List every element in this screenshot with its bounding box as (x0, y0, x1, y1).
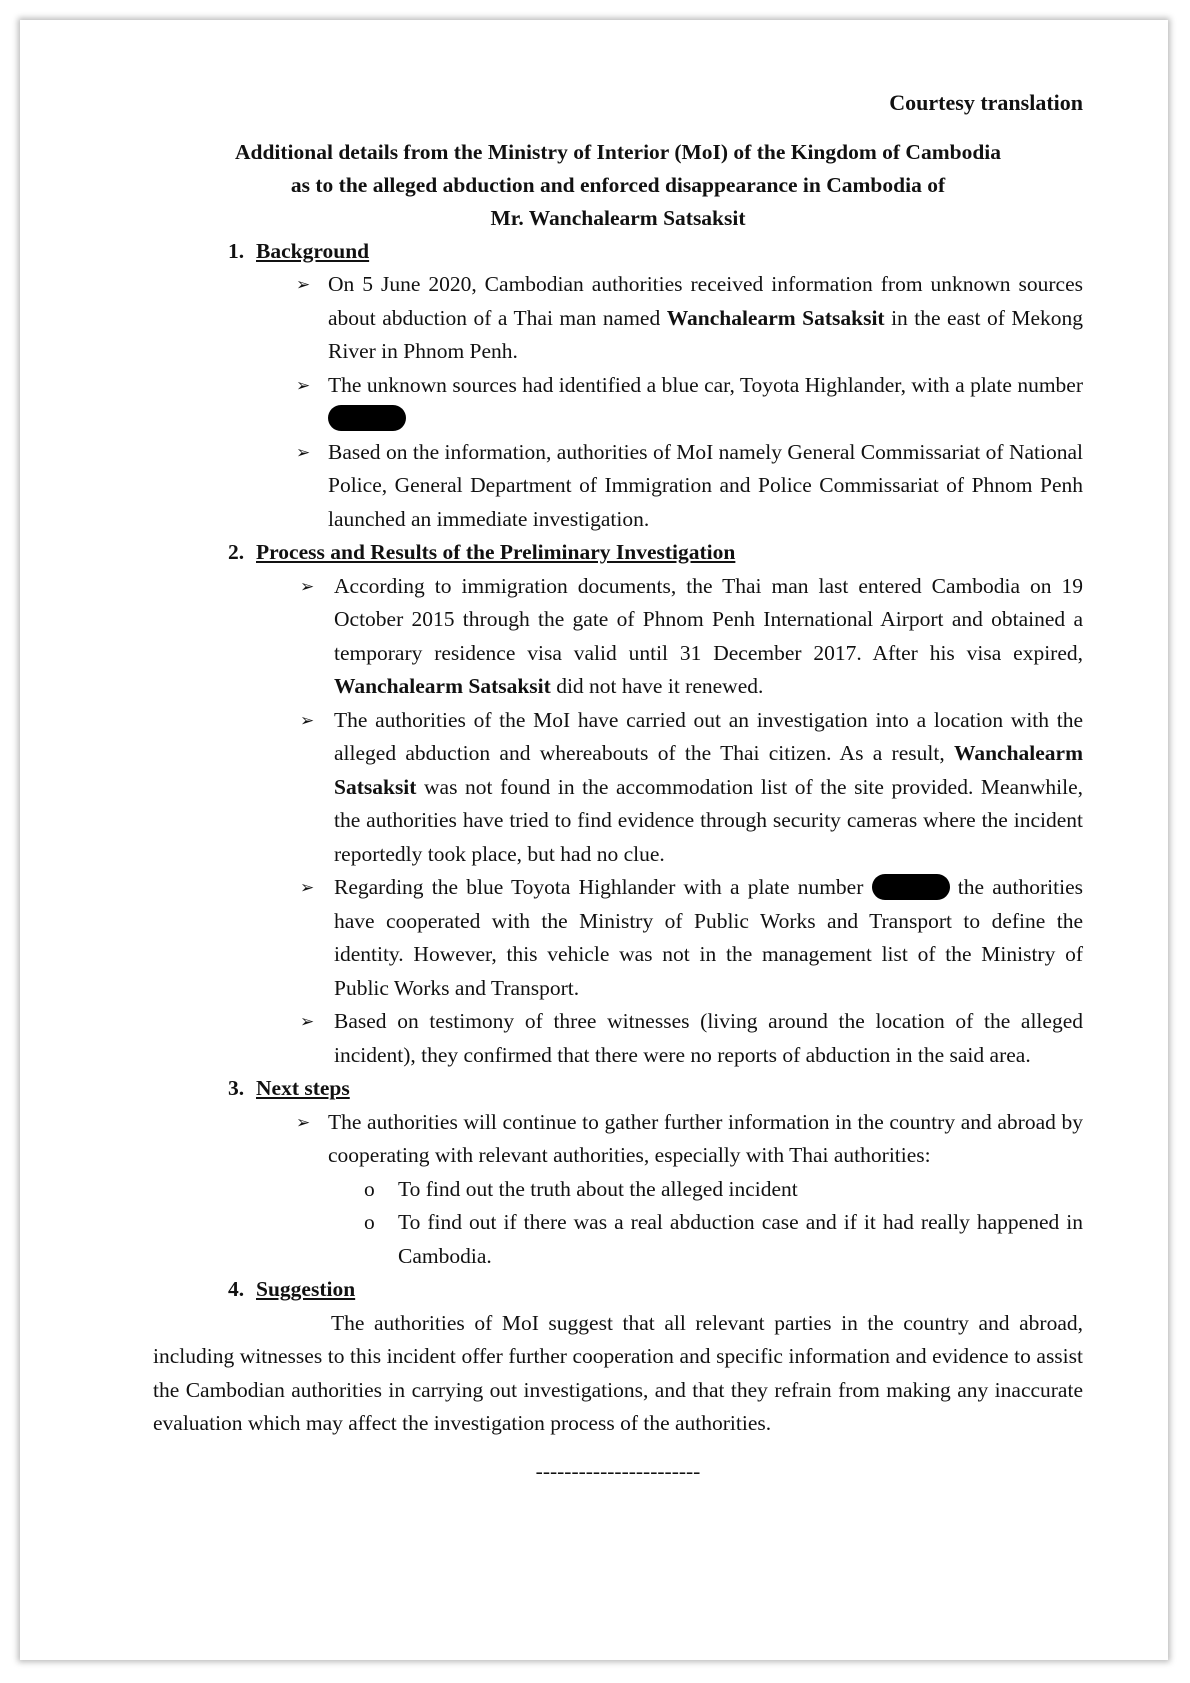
sub-bullet-text: To find out if there was a real abduction case and if it had really happened in Cambodia. (398, 1210, 1083, 1268)
title-line-3: Mr. Wanchalearm Satsaksit (490, 205, 746, 230)
document-page (20, 20, 1168, 1660)
person-name: Wanchalearm Satsaksit (666, 305, 885, 330)
document-title (153, 136, 1083, 235)
end-rule: ----------------------- (535, 1458, 701, 1483)
bullet-item (300, 704, 1083, 872)
section-title: Next steps (256, 1076, 350, 1100)
bullet-item (296, 436, 1083, 537)
sub-bullet-item (364, 1173, 1083, 1207)
bullet-item (296, 1106, 1083, 1173)
section-title: Process and Results of the Preliminary Investigation (256, 540, 736, 564)
suggestion-paragraph: The authorities of MoI suggest that all relevant parties in the country and abroad, including witnesses to this incident offer further cooperation and specific information and evidence to assist the Cambodian authorities in carrying out investigations, and that they refrain from making any inaccurate evaluation which may affect the investigation process of the authorities. (153, 1310, 1083, 1435)
circle-bullet-icon: o (364, 1176, 375, 1201)
redaction-mark (328, 405, 406, 431)
bullet-item (296, 268, 1083, 369)
section-number: 1. (228, 238, 245, 263)
circle-bullet-icon: o (364, 1210, 375, 1234)
bullet-text: The unknown sources had identified a blue car, Toyota Highlander, with a plate number (328, 372, 1083, 397)
redaction-mark (872, 874, 950, 900)
section-2-heading (153, 536, 1083, 570)
bullet-text: the authorities have cooperated with the Ministry of Public Works and Transport to define the identity. However, this vehicle was not in the management list of the Ministry of Public Works and Transport. (334, 875, 1083, 1000)
arrow-bullet-icon: ➢ (296, 442, 311, 462)
section-number: 2. (228, 540, 245, 564)
section-title: Suggestion (256, 1277, 356, 1301)
bullet-text: The authorities will continue to gather further information in the country and abroad by cooperating with relevant authorities, especially with Thai authorities: (328, 1109, 1083, 1167)
bullet-item (300, 570, 1083, 704)
bullet-text: did not have it renewed. (550, 674, 764, 698)
bullet-text: On 5 June 2020, Cambodian authorities received information from unknown sources about abduction of a Thai man named (328, 272, 1083, 330)
sub-bullet-item (364, 1206, 1083, 1273)
arrow-bullet-icon: ➢ (300, 878, 315, 897)
section-title: Background (256, 238, 370, 263)
bullet-text: in the east of Mekong River in Phnom Penh. (328, 305, 1083, 363)
title-line-2: as to the alleged abduction and enforced disappearance in Cambodia of (290, 172, 946, 197)
person-name: Wanchalearm Satsaksit (334, 674, 551, 698)
bullet-text: According to immigration documents, the Thai man last entered Cambodia on 19 October 2015 through the gate of Phnom Penh International Airport and obtained a temporary residence visa valid until 31 December 2017. After his visa expired, (334, 573, 1083, 665)
section-3-heading (153, 1072, 1083, 1106)
person-name: Wanchalearm Satsaksit (334, 741, 1083, 799)
document-body (153, 86, 1083, 1488)
arrow-bullet-icon: ➢ (296, 275, 311, 294)
arrow-bullet-icon: ➢ (296, 1112, 311, 1132)
arrow-bullet-icon: ➢ (300, 1012, 315, 1031)
bullet-item (300, 871, 1083, 1005)
sub-bullet-text: To find out the truth about the alleged incident (398, 1176, 798, 1201)
bullet-text: Regarding the blue Toyota Highlander with a plate number (334, 875, 872, 899)
arrow-bullet-icon: ➢ (300, 710, 315, 730)
arrow-bullet-icon: ➢ (296, 375, 311, 395)
courtesy-label: Courtesy translation (889, 90, 1083, 115)
section-4-heading (153, 1273, 1083, 1307)
bullet-item (300, 1005, 1083, 1072)
bullet-text: Based on the information, authorities of MoI namely General Commissariat of National Police, General Department of Immigration and Police Commissariat of Phnom Penh launched an immediate investigation. (328, 439, 1083, 531)
bullet-text: Based on testimony of three witnesses (living around the location of the alleged incident), they confirmed that there were no reports of abduction in the said area. (334, 1009, 1083, 1067)
bullet-text: The authorities of the MoI have carried out an investigation into a location with the alleged abduction and whereabouts of the Thai citizen. As a result, (334, 707, 1083, 765)
section-number: 3. (228, 1076, 245, 1100)
arrow-bullet-icon: ➢ (300, 576, 315, 596)
section-1-heading (153, 235, 1083, 269)
title-line-1: Additional details from the Ministry of Interior (MoI) of the Kingdom of Cambodia (234, 139, 1001, 164)
bullet-text: was not found in the accommodation list of the site provided. Meanwhile, the authorities have tried to find evidence through security cameras where the incident reportedly took place, but had no clue. (334, 774, 1083, 866)
section-number: 4. (228, 1277, 245, 1301)
bullet-item (296, 369, 1083, 436)
